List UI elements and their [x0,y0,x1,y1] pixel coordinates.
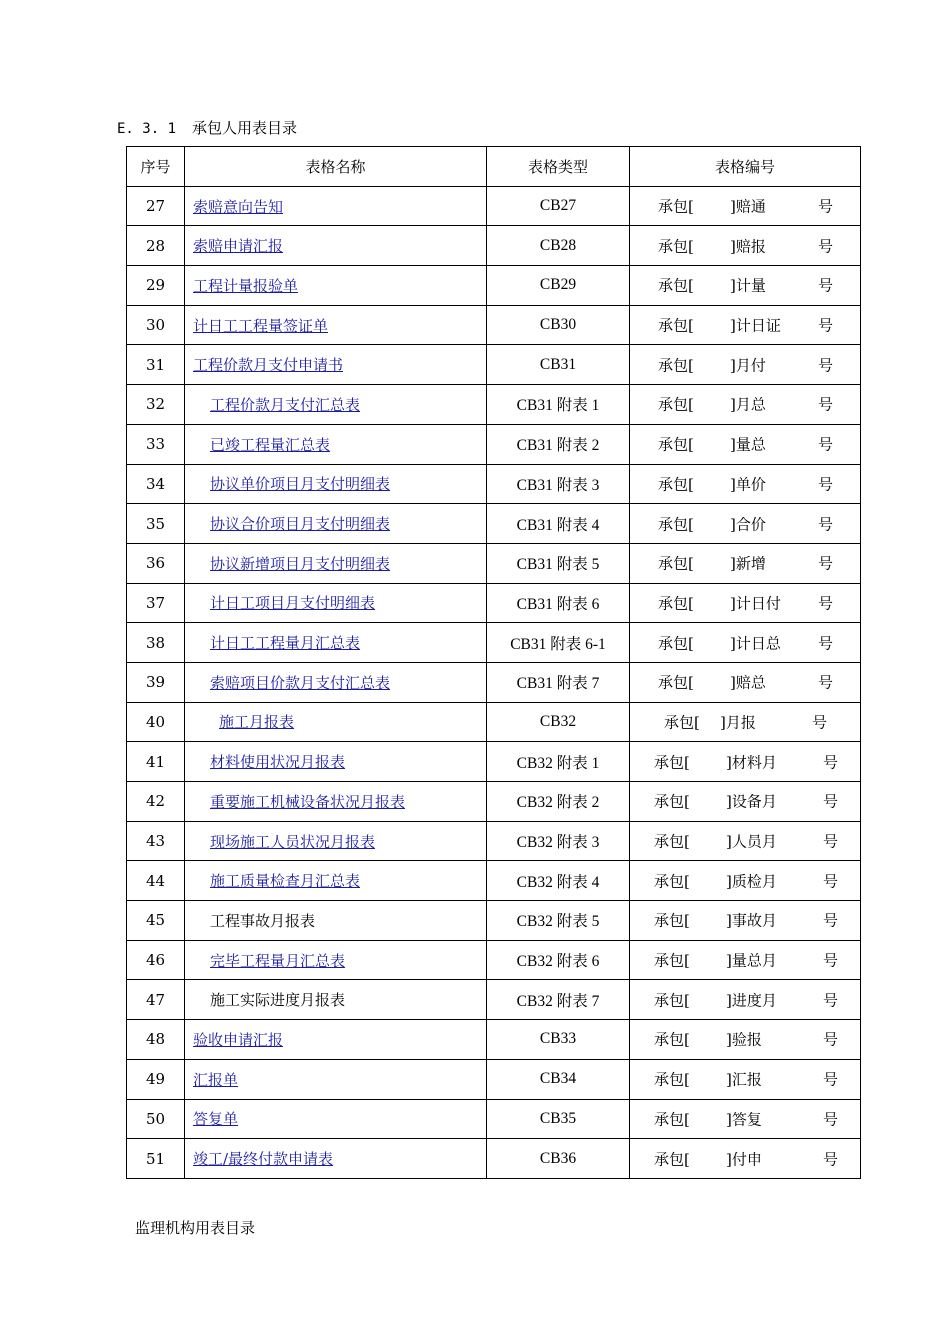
code-suffix: 号 [818,594,834,613]
form-type: CB32 附表 1 [487,742,630,782]
table-row [127,424,861,464]
code-suffix: 号 [823,792,839,811]
form-name-cell [185,543,487,583]
code-abbreviation: ]质检月 [726,872,777,891]
form-name-cell [185,940,487,980]
form-type: CB32 附表 6 [487,940,630,980]
form-code [630,702,861,742]
form-name-cell [185,464,487,504]
row-number: 27 [127,186,185,226]
form-name-cell [185,742,487,782]
form-code [630,821,861,861]
row-number: 29 [127,266,185,306]
table-row [127,543,861,583]
row-number: 28 [127,226,185,266]
form-code [630,186,861,226]
code-suffix: 号 [818,316,834,335]
form-name-cell [185,980,487,1020]
form-name-link[interactable]: 索赔项目价款月支付汇总表 [210,673,391,692]
form-type: CB31 附表 3 [487,464,630,504]
form-code [630,662,861,702]
code-suffix: 号 [818,673,834,692]
form-type: CB32 附表 5 [487,901,630,941]
table-body [127,186,861,1178]
form-code [630,940,861,980]
code-suffix: 号 [818,554,834,573]
code-suffix: 号 [823,911,839,930]
code-abbreviation: ]计日证 [730,316,781,335]
form-code [630,226,861,266]
code-prefix: 承包[ [654,991,690,1010]
table-row [127,702,861,742]
code-suffix: 号 [823,1070,839,1089]
code-abbreviation: ]汇报 [726,1070,762,1089]
row-number: 34 [127,464,185,504]
code-suffix: 号 [823,1150,839,1169]
code-suffix: 号 [823,872,839,891]
form-code [630,742,861,782]
table-row [127,782,861,822]
form-code [630,424,861,464]
form-name-link[interactable]: 施工月报表 [219,713,295,732]
form-name-cell [185,662,487,702]
table-row [127,1020,861,1060]
code-prefix: 承包[ [658,673,694,692]
code-prefix: 承包[ [658,594,694,613]
code-prefix: 承包[ [658,475,694,494]
form-code [630,305,861,345]
table-row [127,504,861,544]
row-number: 41 [127,742,185,782]
form-code [630,385,861,425]
row-number: 36 [127,543,185,583]
form-type: CB31 附表 5 [487,543,630,583]
form-name-link[interactable]: 工程计量报验单 [193,276,299,295]
form-name-link[interactable]: 协议单价项目月支付明细表 [210,475,391,494]
header-name: 表格名称 [185,147,487,187]
code-prefix: 承包[ [654,1030,690,1049]
row-number: 46 [127,940,185,980]
form-type: CB34 [487,1059,630,1099]
form-name-text: 施工实际进度月报表 [210,991,346,1010]
table-row [127,345,861,385]
row-number: 45 [127,901,185,941]
code-abbreviation: ]付申 [726,1150,762,1169]
code-suffix: 号 [818,237,834,256]
form-type: CB31 附表 6-1 [487,623,630,663]
row-number: 33 [127,424,185,464]
form-code [630,266,861,306]
form-name-link[interactable]: 计日工项目月支付明细表 [210,594,376,613]
code-abbreviation: ]材料月 [726,753,777,772]
code-abbreviation: ]合价 [730,515,766,534]
form-code [630,504,861,544]
form-type: CB31 [487,345,630,385]
table-row [127,583,861,623]
form-type: CB36 [487,1139,630,1179]
code-suffix: 号 [818,515,834,534]
form-name-link[interactable]: 工程价款月支付汇总表 [210,395,361,414]
form-code [630,623,861,663]
row-number: 37 [127,583,185,623]
form-name-link[interactable]: 已竣工程量汇总表 [210,435,331,454]
form-name-link[interactable]: 索赔申请汇报 [193,237,284,256]
form-name-cell [185,861,487,901]
form-name-link[interactable]: 汇报单 [193,1070,239,1089]
code-abbreviation: ]事故月 [726,911,777,930]
code-abbreviation: ]月付 [730,356,766,375]
form-name-link[interactable]: 重要施工机械设备状况月报表 [210,792,406,811]
code-abbreviation: ]设备月 [726,792,777,811]
code-abbreviation: ]量总 [730,435,766,454]
form-name-link[interactable]: 协议合价项目月支付明细表 [210,515,391,534]
table-row [127,226,861,266]
table-row [127,305,861,345]
code-prefix: 承包[ [658,515,694,534]
code-suffix: 号 [823,951,839,970]
form-name-cell [185,385,487,425]
form-code [630,464,861,504]
form-code [630,583,861,623]
form-type: CB31 附表 2 [487,424,630,464]
code-suffix: 号 [818,356,834,375]
form-type: CB31 附表 6 [487,583,630,623]
form-catalog-table [126,146,861,1179]
code-suffix: 号 [823,1110,839,1129]
table-row [127,464,861,504]
code-suffix: 号 [812,713,828,732]
form-code [630,345,861,385]
form-name-cell [185,345,487,385]
code-abbreviation: ]赔报 [730,237,766,256]
code-prefix: 承包[ [654,911,690,930]
section-heading [117,118,297,139]
form-name-cell [185,821,487,861]
form-name-cell [185,901,487,941]
row-number: 35 [127,504,185,544]
code-abbreviation: ]量总月 [726,951,777,970]
header-no: 序号 [127,147,185,187]
table-row [127,901,861,941]
code-suffix: 号 [823,832,839,851]
table-header-row [127,147,861,187]
row-number: 51 [127,1139,185,1179]
form-name-cell [185,623,487,663]
code-prefix: 承包[ [654,1150,690,1169]
form-name-link[interactable]: 完毕工程量月汇总表 [210,951,346,970]
form-type: CB33 [487,1020,630,1060]
form-code [630,782,861,822]
code-prefix: 承包[ [654,792,690,811]
code-prefix: 承包[ [654,832,690,851]
code-suffix: 号 [818,475,834,494]
code-suffix: 号 [818,435,834,454]
row-number: 30 [127,305,185,345]
form-type: CB32 附表 7 [487,980,630,1020]
code-abbreviation: ]验报 [726,1030,762,1049]
form-name-link[interactable]: 材料使用状况月报表 [210,753,346,772]
code-prefix: 承包[ [658,634,694,653]
code-prefix: 承包[ [658,197,694,216]
row-number: 32 [127,385,185,425]
code-suffix: 号 [818,395,834,414]
form-code [630,861,861,901]
form-name-cell [185,266,487,306]
form-type: CB32 附表 2 [487,782,630,822]
form-code [630,1099,861,1139]
code-prefix: 承包[ [658,554,694,573]
form-type: CB32 [487,702,630,742]
code-abbreviation: ]赔通 [730,197,766,216]
form-code [630,1020,861,1060]
code-abbreviation: ]单价 [730,475,766,494]
row-number: 43 [127,821,185,861]
form-name-link[interactable]: 工程价款月支付申请书 [193,356,344,375]
table-row [127,623,861,663]
form-name-link[interactable]: 索赔意向告知 [193,197,284,216]
row-number: 42 [127,782,185,822]
form-name-cell [185,504,487,544]
form-name-cell [185,702,487,742]
row-number: 39 [127,662,185,702]
section-title: 承包人用表目录 [192,119,298,137]
code-prefix: 承包[ [654,951,690,970]
form-type: CB32 附表 4 [487,861,630,901]
form-name-cell [185,424,487,464]
form-code [630,1059,861,1099]
table-row [127,1099,861,1139]
header-code: 表格编号 [630,147,861,187]
row-number: 50 [127,1099,185,1139]
code-prefix: 承包[ [658,395,694,414]
code-prefix: 承包[ [664,713,700,732]
form-name-cell [185,186,487,226]
form-name-link[interactable]: 协议新增项目月支付明细表 [210,554,391,573]
code-prefix: 承包[ [654,872,690,891]
row-number: 44 [127,861,185,901]
form-type: CB28 [487,226,630,266]
code-suffix: 号 [818,634,834,653]
code-suffix: 号 [823,753,839,772]
row-number: 40 [127,702,185,742]
form-type: CB31 附表 4 [487,504,630,544]
row-number: 47 [127,980,185,1020]
form-name-link[interactable]: 竣工/最终付款申请表 [193,1150,334,1169]
code-prefix: 承包[ [658,316,694,335]
table-row [127,266,861,306]
row-number: 48 [127,1020,185,1060]
form-name-cell [185,583,487,623]
code-prefix: 承包[ [654,1110,690,1129]
form-name-link[interactable]: 计日工工程量月汇总表 [210,634,361,653]
form-name-link[interactable]: 验收申请汇报 [193,1030,284,1049]
code-abbreviation: ]答复 [726,1110,762,1129]
code-abbreviation: ]人员月 [726,832,777,851]
form-type: CB27 [487,186,630,226]
table-row [127,742,861,782]
next-section-title: 监理机构用表目录 [135,1219,256,1237]
code-abbreviation: ]计日付 [730,594,781,613]
row-number: 31 [127,345,185,385]
code-abbreviation: ]计量 [730,276,766,295]
form-name-text: 工程事故月报表 [210,911,316,930]
form-type: CB30 [487,305,630,345]
code-prefix: 承包[ [658,435,694,454]
code-abbreviation: ]赔总 [730,673,766,692]
form-name-link[interactable]: 答复单 [193,1110,239,1129]
form-code [630,901,861,941]
code-prefix: 承包[ [654,1070,690,1089]
table-row [127,980,861,1020]
table-row [127,385,861,425]
form-name-link[interactable]: 施工质量检查月汇总表 [210,872,361,891]
form-code [630,980,861,1020]
form-name-cell [185,782,487,822]
form-name-cell [185,226,487,266]
form-name-cell [185,1059,487,1099]
form-name-cell [185,1020,487,1060]
row-number: 49 [127,1059,185,1099]
section-number: E. 3. 1 [117,121,177,137]
form-code [630,543,861,583]
code-abbreviation: ]月报 [720,713,756,732]
table-row [127,861,861,901]
table-row [127,662,861,702]
table-row [127,940,861,980]
form-type: CB29 [487,266,630,306]
row-number: 38 [127,623,185,663]
table-row [127,1059,861,1099]
form-name-link[interactable]: 计日工工程量签证单 [193,316,329,335]
table-row [127,821,861,861]
code-abbreviation: ]月总 [730,395,766,414]
form-type: CB31 附表 7 [487,662,630,702]
form-name-cell [185,305,487,345]
code-prefix: 承包[ [658,237,694,256]
code-abbreviation: ]计日总 [730,634,781,653]
code-prefix: 承包[ [658,356,694,375]
code-suffix: 号 [818,197,834,216]
code-suffix: 号 [823,1030,839,1049]
form-name-cell [185,1099,487,1139]
table-row [127,186,861,226]
header-type: 表格类型 [487,147,630,187]
code-prefix: 承包[ [654,753,690,772]
table-row [127,1139,861,1179]
code-prefix: 承包[ [658,276,694,295]
code-suffix: 号 [823,991,839,1010]
code-abbreviation: ]进度月 [726,991,777,1010]
form-code [630,1139,861,1179]
form-name-cell [185,1139,487,1179]
form-type: CB35 [487,1099,630,1139]
form-type: CB31 附表 1 [487,385,630,425]
form-name-link[interactable]: 现场施工人员状况月报表 [210,832,376,851]
code-abbreviation: ]新增 [730,554,766,573]
code-suffix: 号 [818,276,834,295]
form-type: CB32 附表 3 [487,821,630,861]
